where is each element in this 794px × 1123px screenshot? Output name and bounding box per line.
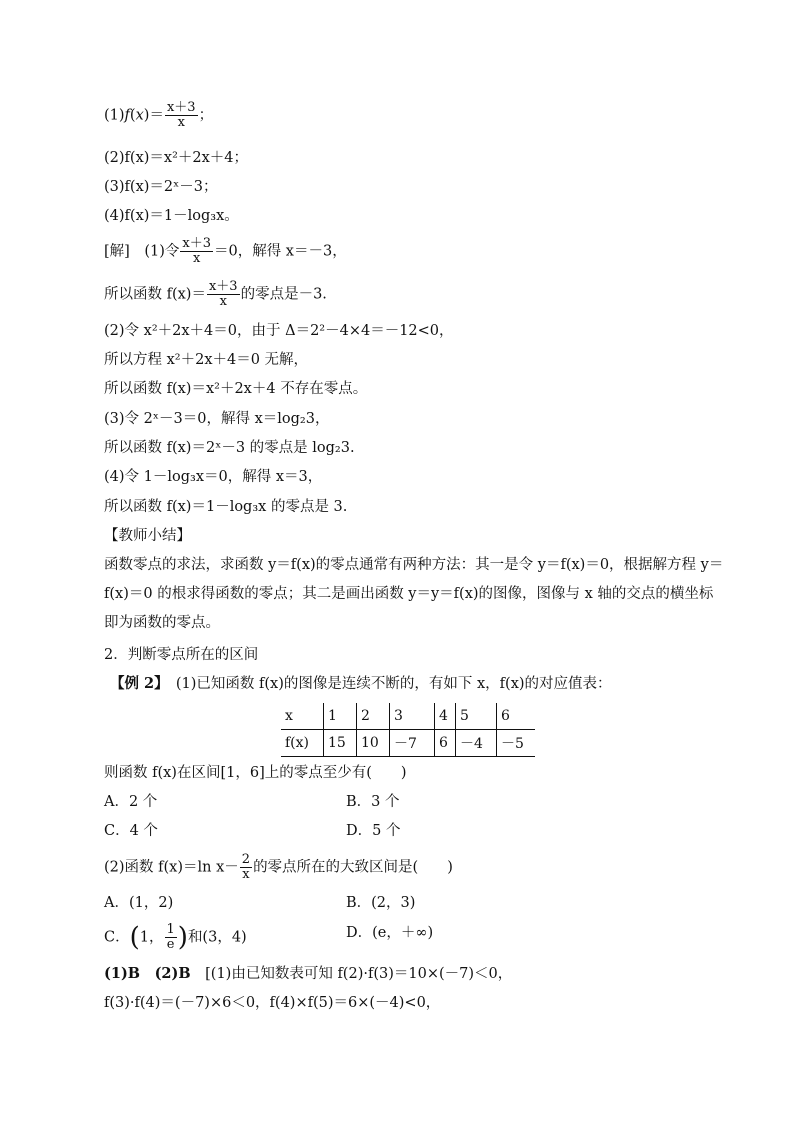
left-paren: ( <box>129 922 140 953</box>
table-row <box>281 730 535 757</box>
table-cell: －5 <box>497 730 536 757</box>
q1-option-d: D．5 个 <box>346 823 401 839</box>
example-2-line <box>110 674 612 694</box>
solution-line-6: (3)令 2ˣ－3＝0，解得 x＝log₂3， <box>104 411 330 427</box>
table-cell: －7 <box>390 730 435 757</box>
q2-c-prefix: C． <box>104 929 130 946</box>
table-cell: 4 <box>435 703 456 730</box>
solution-line-4: 所以方程 x²＋2x＋4＝0 无解， <box>104 352 309 368</box>
q2-fraction <box>240 853 252 882</box>
table-cell: 15 <box>324 730 357 757</box>
fraction-numerator: x＋3 <box>208 279 238 294</box>
table-cell: －4 <box>456 730 497 757</box>
table-cell: 6 <box>435 730 456 757</box>
fraction-denominator: x <box>192 251 201 266</box>
item-2: (2)f(x)＝x²＋2x＋4； <box>104 150 249 166</box>
fraction-numerator: x＋3 <box>182 236 211 251</box>
solution-1-suffix: ＝0，解得 x＝－3， <box>213 243 347 260</box>
solution-line-7: 所以函数 f(x)＝2ˣ－3 的零点是 log₂3. <box>104 440 355 456</box>
solution-1-fraction <box>180 237 213 266</box>
solution-line-1 <box>104 237 347 266</box>
answer-line-1 <box>104 964 512 984</box>
item-1-prefix: (1) <box>104 107 125 124</box>
table-cell: 6 <box>497 703 536 730</box>
q2-option-b: B．(2，3) <box>346 895 416 911</box>
fraction-numerator: x＋3 <box>166 100 196 115</box>
table-cell: 1 <box>324 703 357 730</box>
solution-line-9: 所以函数 f(x)＝1－log₃x 的零点是 3. <box>104 499 348 515</box>
table-cell: 10 <box>357 730 390 757</box>
question-2-text <box>104 853 453 882</box>
q2-option-c <box>104 923 247 952</box>
section-2-heading: 2．判断零点所在的区间 <box>104 647 259 663</box>
table-cell: f(x) <box>281 730 324 757</box>
fraction-denominator: x <box>177 115 185 130</box>
right-paren: ) <box>177 922 188 953</box>
fraction-denominator: x <box>242 867 250 882</box>
fraction-numerator: 1 <box>166 922 175 937</box>
item-4: (4)f(x)＝1－log₃x。 <box>104 208 239 224</box>
q2-c-suffix: 和(3，4) <box>187 929 247 946</box>
solution-2-prefix: 所以函数 f(x)＝ <box>104 286 206 303</box>
fraction-denominator: x <box>219 294 227 309</box>
table-cell: 5 <box>456 703 497 730</box>
item-1-fraction <box>165 101 198 130</box>
table-cell: x <box>281 703 324 730</box>
value-table <box>281 703 535 757</box>
solution-line-8: (4)令 1－log₃x＝0，解得 x＝3， <box>104 469 323 485</box>
solution-line-3: (2)令 x²＋2x＋4＝0，由于 Δ＝2²－4×4＝－12<0， <box>104 323 454 339</box>
solution-line-2 <box>104 280 327 309</box>
item-1-suffix: ； <box>198 107 214 124</box>
q1-option-c: C．4 个 <box>104 823 158 839</box>
q2-c-fraction <box>165 923 177 952</box>
fraction-numerator: 2 <box>241 852 251 867</box>
answer-explanation-1: [(1)由已知数表可知 f(2)·f(3)＝10×(－7)＜0， <box>190 966 513 982</box>
question-1-text: 则函数 f(x)在区间[1，6]上的零点至少有( ) <box>104 765 407 781</box>
q1-option-a: A．2 个 <box>104 794 158 810</box>
q2-option-d: D．(e，＋∞) <box>346 925 434 941</box>
table-cell: 3 <box>390 703 435 730</box>
q2-c-one: 1， <box>139 929 164 946</box>
item-1: (1)f(x)＝ $\frac{x+3}{x}$ ； <box>104 100 214 130</box>
q2-option-a: A．(1，2) <box>104 895 174 911</box>
example-label: 【例 2】 <box>110 675 162 692</box>
example-text: (1)已知函数 f(x)的图像是连续不断的，有如下 x，f(x)的对应值表： <box>175 676 612 692</box>
q2-suffix: 的零点所在的大致区间是( ) <box>253 859 453 876</box>
answer-key: (1)B (2)B <box>104 965 191 982</box>
table-row <box>281 703 535 730</box>
solution-1-prefix: [解] (1)令 <box>104 243 180 260</box>
summary-heading: 【教师小结】 <box>104 528 191 544</box>
summary-text: 函数零点的求法，求函数 y＝f(x)的零点通常有两种方法：其一是令 y＝f(x)＝0，根据解方程 y＝f(x)＝0 的根求得函数的零点；其二是画出函数 y＝y＝f(x)的图像，图像与 x 轴的交点的横坐标即为函数的零点。 <box>104 557 724 631</box>
q1-option-b: B．3 个 <box>346 794 400 810</box>
answer-line-2: f(3)·f(4)＝(－7)×6＜0，f(4)×f(5)＝6×(－4)<0， <box>104 995 441 1011</box>
solution-line-5: 所以函数 f(x)＝x²＋2x＋4 不存在零点。 <box>104 381 368 397</box>
item-3: (3)f(x)＝2ˣ－3； <box>104 179 218 195</box>
table-cell: 2 <box>357 703 390 730</box>
solution-2-fraction <box>207 280 240 309</box>
fraction-denominator: e <box>166 937 175 952</box>
solution-2-suffix: 的零点是－3. <box>240 286 327 303</box>
q2-prefix: (2)函数 f(x)＝ln x－ <box>104 859 239 876</box>
